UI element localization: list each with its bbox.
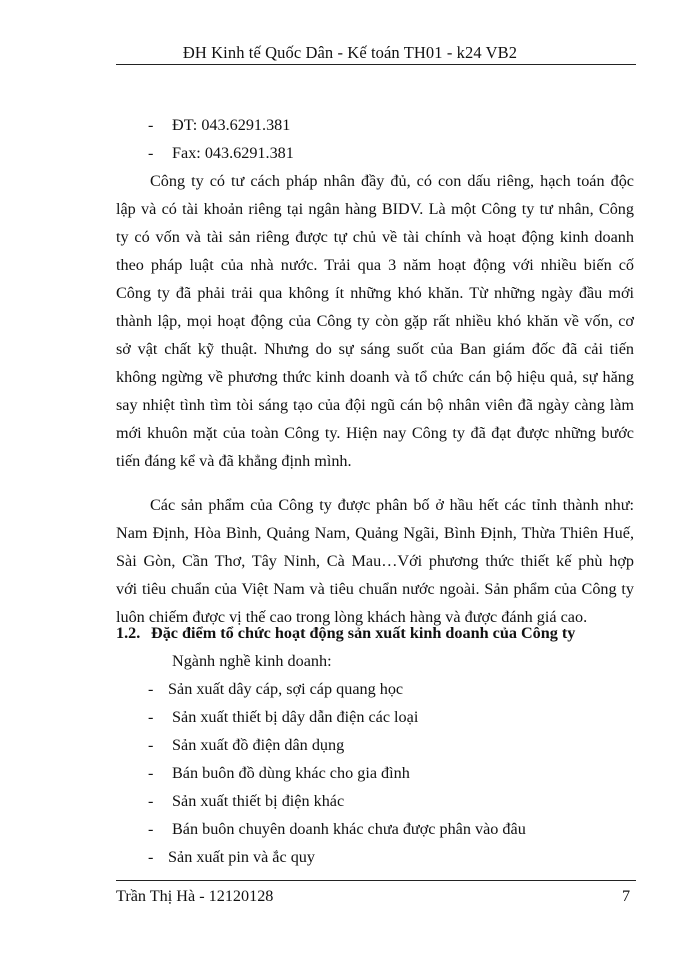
- contact-phone-text: ĐT: 043.6291.381: [172, 116, 291, 134]
- business-lines-label: Ngành nghề kinh doanh:: [172, 652, 332, 670]
- paragraph-1-line: Công ty có tư cách pháp nhân đầy đủ, có con dấu riêng, hạch toán độc: [150, 172, 634, 190]
- header-divider: [116, 64, 636, 65]
- bullet-dash: -: [148, 764, 154, 782]
- list-item: [148, 820, 526, 839]
- page-number: 7: [622, 887, 631, 905]
- paragraph-2-line: Sài Gòn, Cần Thơ, Tây Ninh, Cà Mau…Với phương thức thiết kế phù hợp: [116, 552, 634, 570]
- paragraph-1-line: ty có vốn và tài sản riêng được tự chủ về tài chính và hoạt động kinh doanh: [116, 228, 634, 246]
- footer-author: Trần Thị Hà - 12120128: [116, 887, 274, 905]
- section-number: 1.2.: [116, 624, 141, 642]
- paragraph-2-line: luôn chiếm được vị thế cao trong lòng khách hàng và được đánh giá cao.: [116, 608, 588, 626]
- list-item: [148, 792, 344, 811]
- list-item-text: Sản xuất thiết bị dây dẫn điện các loại: [172, 708, 419, 726]
- paragraph-1-line: mới khuôn mặt của toàn Công ty. Hiện nay Công ty đã đạt được những bước: [116, 424, 634, 442]
- bullet-dash: -: [148, 736, 154, 754]
- bullet-dash: -: [148, 708, 154, 726]
- list-item: [148, 708, 418, 727]
- paragraph-2-line: Các sản phẩm của Công ty được phân bố ở hầu hết các tỉnh thành như:: [150, 496, 634, 514]
- paragraph-1-line: Công ty đã phải trải qua không ít những khó khăn. Từ những ngày đầu mới: [116, 284, 634, 302]
- contact-fax-text: Fax: 043.6291.381: [172, 144, 294, 162]
- page-header-title: ĐH Kinh tế Quốc Dân - Kế toán TH01 - k24 VB2: [182, 43, 518, 62]
- bullet-dash: -: [148, 820, 154, 838]
- list-item-text: Sản xuất pin và ắc quy: [168, 848, 315, 866]
- list-item: [148, 680, 403, 699]
- list-item-text: Bán buôn chuyên doanh khác chưa được phân vào đâu: [172, 820, 526, 838]
- section-heading: [116, 624, 575, 643]
- bullet-dash: -: [148, 848, 154, 866]
- list-item-text: Sản xuất đồ điện dân dụng: [172, 736, 345, 754]
- paragraph-1-line: theo pháp luật của nhà nước. Trải qua 3 năm hoạt động với nhiều biến cố: [116, 256, 634, 274]
- contact-phone: [148, 116, 290, 135]
- paragraph-1-line: sở vật chất kỹ thuật. Nhưng do sự sáng suốt của Ban giám đốc đã cải tiến: [116, 340, 634, 358]
- bullet-dash: -: [148, 116, 154, 134]
- list-item: [148, 848, 315, 867]
- paragraph-1-line: thành lập, mọi hoạt động của Công ty còn gặp rất nhiều khó khăn về vốn, cơ: [116, 312, 634, 330]
- list-item: [148, 764, 410, 783]
- list-item: [148, 736, 344, 755]
- paragraph-1-line: lập và có tài khoản riêng tại ngân hàng BIDV. Là một Công ty tư nhân, Công: [116, 200, 634, 218]
- contact-fax: [148, 144, 294, 163]
- list-item-text: Sản xuất dây cáp, sợi cáp quang học: [168, 680, 404, 698]
- paragraph-1-line: không ngừng về phương thức kinh doanh và tổ chức cán bộ hiệu quả, sự hăng: [116, 368, 634, 386]
- section-title: Đặc điểm tổ chức hoạt động sản xuất kinh doanh của Công ty: [151, 624, 576, 642]
- list-item-text: Sản xuất thiết bị điện khác: [172, 792, 345, 810]
- paragraph-1-line: say nhiệt tình tìm tòi sáng tạo của đội ngũ cán bộ nhân viên đã ngày càng làm: [116, 396, 634, 414]
- list-item-text: Bán buôn đồ dùng khác cho gia đình: [172, 764, 410, 782]
- paragraph-1-line: tiến đáng kể và đã khẳng định mình.: [116, 452, 352, 470]
- bullet-dash: -: [148, 680, 154, 698]
- paragraph-2-line: Nam Định, Hòa Bình, Quảng Nam, Quảng Ngãi, Bình Định, Thừa Thiên Huế,: [116, 524, 634, 542]
- footer-divider: [116, 880, 636, 881]
- bullet-dash: -: [148, 792, 154, 810]
- paragraph-2-line: với tiêu chuẩn của Việt Nam và tiêu chuẩn nước ngoài. Sản phẩm của Công ty: [116, 580, 634, 598]
- bullet-dash: -: [148, 144, 154, 162]
